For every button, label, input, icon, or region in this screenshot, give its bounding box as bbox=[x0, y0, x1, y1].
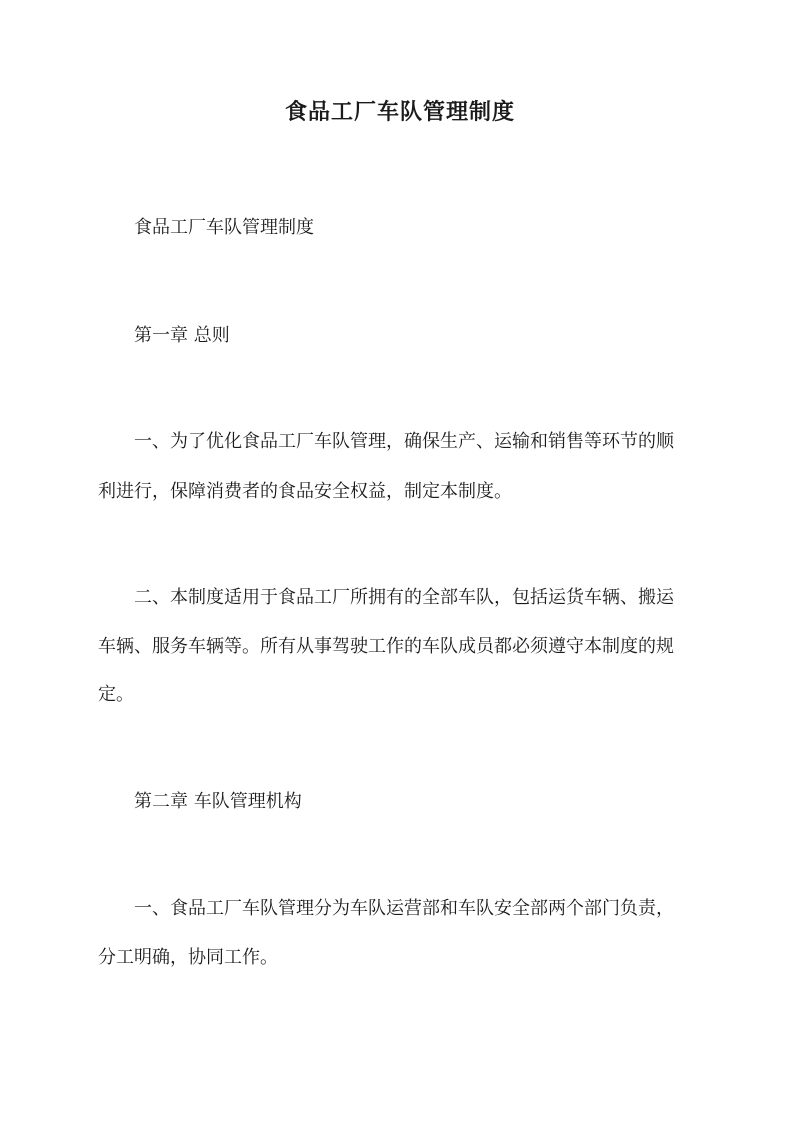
chapter-1-para-2-line-2: 车辆、服务车辆等。所有从事驾驶工作的车队成员都必须遵守本制度的规 bbox=[98, 636, 674, 657]
chapter-1-para-2-line-3: 定。 bbox=[98, 684, 134, 705]
chapter-1-heading: 第一章 总则 bbox=[134, 325, 230, 346]
chapter-1-para-1-line-2: 利进行，保障消费者的食品安全权益，制定本制度。 bbox=[98, 481, 512, 502]
chapter-1-para-2-line-1: 二、本制度适用于食品工厂所拥有的全部车队，包括运货车辆、搬运 bbox=[134, 587, 674, 608]
chapter-2-heading: 第二章 车队管理机构 bbox=[134, 791, 302, 812]
document-subtitle: 食品工厂车队管理制度 bbox=[134, 217, 314, 238]
chapter-2-para-1-line-2: 分工明确，协同工作。 bbox=[98, 947, 278, 968]
chapter-1-para-1-line-1: 一、为了优化食品工厂车队管理，确保生产、运输和销售等环节的顺 bbox=[134, 431, 674, 452]
chapter-2-para-1-line-1: 一、食品工厂车队管理分为车队运营部和车队安全部两个部门负责， bbox=[134, 898, 674, 919]
document-title: 食品工厂车队管理制度 bbox=[284, 99, 515, 125]
